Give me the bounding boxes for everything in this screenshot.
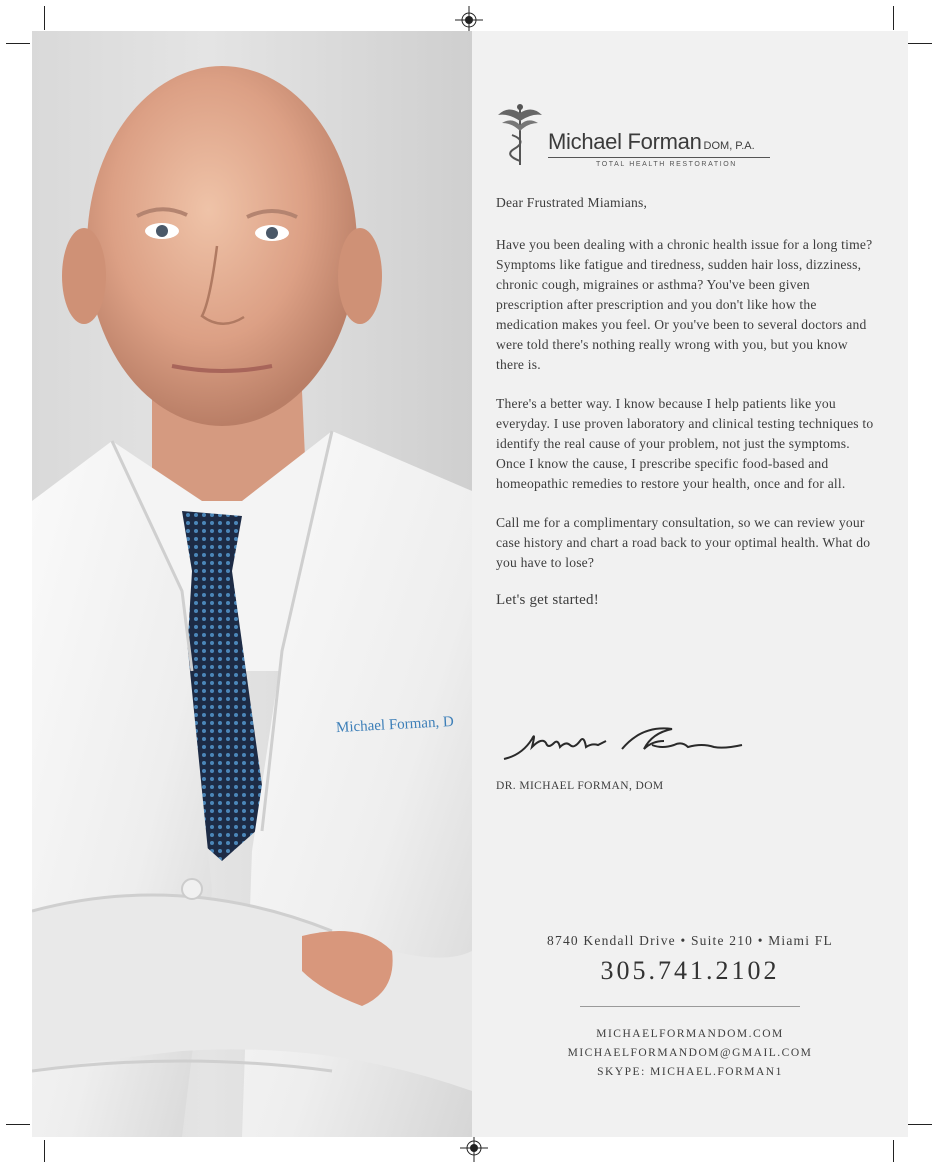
brand-tagline: TOTAL HEALTH RESTORATION xyxy=(596,161,737,168)
crop-mark xyxy=(893,6,894,30)
letter-greeting: Dear Frustrated Miamians, xyxy=(496,195,648,210)
crop-mark xyxy=(893,1140,894,1162)
letter-paragraph: There's a better way. I know because I help patients like you everyday. I use proven laboratory and clinical testing techniques to identify the real cause of your problem, not just the symptoms. Once I know the cause, I prescribe specific food-based and homeopathic remedies to restore your health, once and for all. xyxy=(496,396,874,491)
logo-rule xyxy=(548,157,770,158)
crop-mark xyxy=(908,43,932,44)
doctor-photo xyxy=(32,31,472,1137)
registration-mark-icon xyxy=(455,6,483,34)
office-address: 8740 Kendall Drive • Suite 210 • Miami FL xyxy=(547,933,833,948)
brand-logo xyxy=(494,101,754,171)
registration-mark-icon xyxy=(460,1134,488,1162)
caduceus-icon xyxy=(494,101,546,167)
brand-suffix: DOM, P.A. xyxy=(703,140,755,152)
crop-mark xyxy=(6,1124,30,1125)
brand-name-text: Michael Forman xyxy=(548,129,702,154)
crop-mark xyxy=(44,6,45,30)
letter-panel xyxy=(472,31,908,1137)
signer-name: DR. MICHAEL FORMAN, DOM xyxy=(496,780,664,792)
skype-handle[interactable]: SKYPE: MICHAEL.FORMAN1 xyxy=(597,1066,783,1078)
crop-mark xyxy=(6,43,30,44)
phone-number[interactable]: 305.741.2102 xyxy=(600,956,780,985)
letter-paragraph: Have you been dealing with a chronic health issue for a long time? Symptoms like fatigue and tiredness, sudden hair loss, dizziness, chronic cough, migraines or asthma? You've been given prescription after prescription and you don't like how the medication makes you feel. Or you've been to several doctors and were told there's nothing really wrong with you, but you know there is. xyxy=(496,237,873,372)
contact-divider xyxy=(580,1006,800,1007)
crop-mark xyxy=(908,1124,932,1125)
website-link[interactable]: MICHAELFORMANDOM.COM xyxy=(596,1028,784,1040)
letter-body xyxy=(496,193,876,629)
brand-name xyxy=(548,129,755,155)
letter-paragraph: Call me for a complimentary consultation, so we can review your case history and chart a road back to your optimal health. What do you have to lose? xyxy=(496,515,871,570)
crop-mark xyxy=(44,1140,45,1162)
handwritten-signature xyxy=(502,719,752,769)
contact-links xyxy=(472,1025,908,1082)
email-link[interactable]: MICHAELFORMANDOM@GMAIL.COM xyxy=(567,1047,813,1059)
letter-closing: Let's get started! xyxy=(496,592,599,608)
coat-embroidery: Michael Forman, D xyxy=(335,713,455,737)
